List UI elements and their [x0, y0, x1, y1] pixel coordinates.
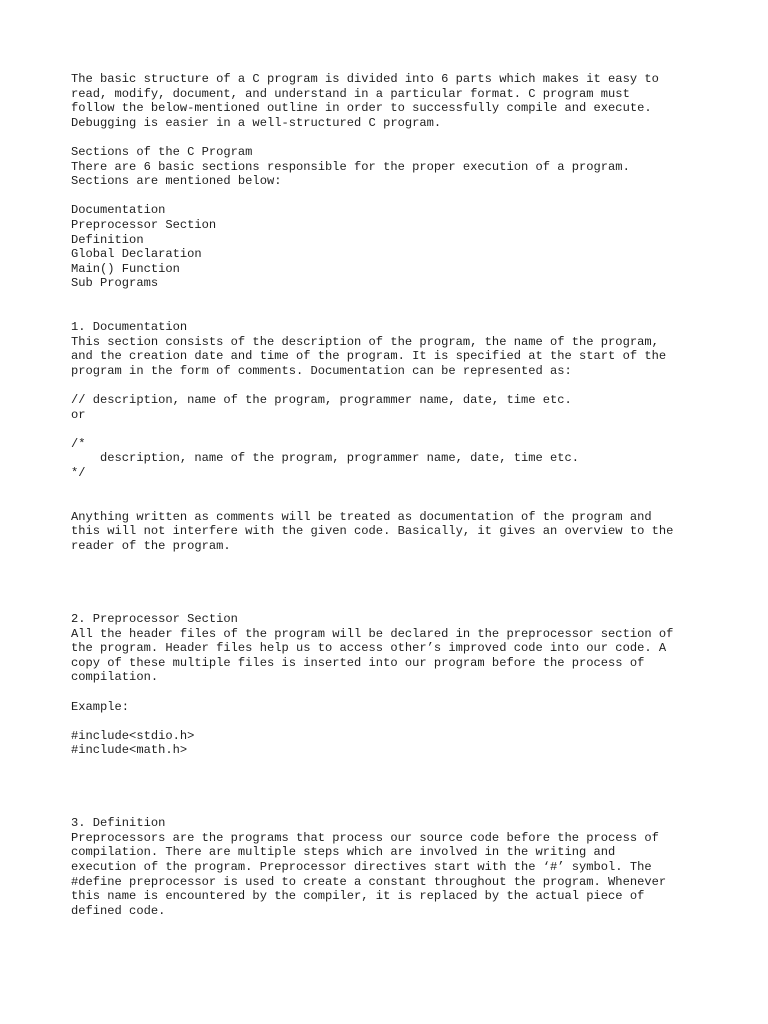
block-comment-line: */ [71, 466, 86, 481]
preprocessor-body-line: copy of these multiple files is inserted into our program before the process of [71, 655, 645, 670]
section-list-item: Preprocessor Section [71, 217, 217, 232]
spacer [71, 685, 711, 700]
documentation-note-line: Anything written as comments will be treated as documentation of the program and [71, 509, 652, 524]
intro-paragraph [71, 72, 711, 130]
example-label: Example: [71, 699, 130, 714]
definition-body-line: execution of the program. Preprocessor directives start with the ‘#’ symbol. The [71, 860, 652, 875]
block-comment-example [71, 437, 711, 481]
preprocessor-heading: 2. Preprocessor Section [71, 611, 238, 626]
preprocessor-body [71, 627, 711, 685]
spacer [71, 481, 711, 496]
documentation-body-line: This section consists of the description of the program, the name of the program, [71, 334, 659, 349]
preprocessor-body-line: the program. Header files help us to access other’s improved code into our code. A [71, 641, 667, 656]
definition-body-line: compilation. There are multiple steps which are involved in the writing and [71, 845, 616, 860]
spacer [71, 495, 711, 510]
section-list-item: Documentation [71, 203, 166, 218]
single-line-comment-example: // description, name of the program, programmer name, date, time etc. [71, 393, 572, 408]
preprocessor-body-line: All the header files of the program will be declared in the preprocessor section of [71, 626, 674, 641]
document-page [71, 72, 711, 918]
spacer [71, 306, 711, 321]
sections-heading: Sections of the C Program [71, 144, 253, 159]
spacer [71, 758, 711, 773]
spacer [71, 291, 711, 306]
documentation-note [71, 510, 711, 554]
spacer [71, 773, 711, 788]
spacer [71, 802, 711, 817]
spacer [71, 568, 711, 583]
intro-line: The basic structure of a C program is divided into 6 parts which makes it easy to [71, 72, 659, 86]
section-list-item: Main() Function [71, 261, 180, 276]
block-comment-line: description, name of the program, programmer name, date, time etc. [71, 451, 580, 466]
include-line: #include<math.h> [71, 743, 188, 758]
definition-body [71, 831, 711, 919]
definition-body-line: #define preprocessor is used to create a constant throughout the program. Whenever [71, 874, 667, 889]
spacer [71, 597, 711, 612]
spacer [71, 422, 711, 437]
definition-heading: 3. Definition [71, 816, 166, 831]
spacer [71, 378, 711, 393]
documentation-heading: 1. Documentation [71, 320, 188, 335]
spacer [71, 189, 711, 204]
spacer [71, 714, 711, 729]
block-comment-line: /* [71, 436, 86, 451]
documentation-body-line: and the creation date and time of the program. It is specified at the start of the [71, 349, 667, 364]
section-list [71, 203, 711, 291]
definition-body-line: this name is encountered by the compiler, it is replaced by the actual piece of [71, 889, 645, 904]
documentation-body [71, 335, 711, 379]
spacer [71, 554, 711, 569]
sections-intro-line: Sections are mentioned below: [71, 174, 282, 189]
spacer [71, 583, 711, 598]
sections-intro [71, 160, 711, 189]
intro-line: Debugging is easier in a well-structured C program. [71, 115, 442, 130]
include-example [71, 729, 711, 758]
include-line: #include<stdio.h> [71, 728, 195, 743]
intro-line: follow the below-mentioned outline in order to successfully compile and execute. [71, 101, 652, 116]
documentation-note-line: this will not interfere with the given code. Basically, it gives an overview to the [71, 524, 674, 539]
section-list-item: Global Declaration [71, 247, 202, 262]
section-list-item: Sub Programs [71, 276, 159, 291]
preprocessor-body-line: compilation. [71, 670, 159, 685]
definition-body-line: defined code. [71, 903, 166, 918]
spacer [71, 787, 711, 802]
sections-intro-line: There are 6 basic sections responsible for the proper execution of a program. [71, 159, 630, 174]
documentation-note-line: reader of the program. [71, 539, 231, 553]
or-text: or [71, 407, 86, 422]
intro-line: read, modify, document, and understand in a particular format. C program must [71, 86, 630, 101]
definition-body-line: Preprocessors are the programs that process our source code before the process of [71, 830, 659, 845]
documentation-body-line: program in the form of comments. Documentation can be represented as: [71, 363, 572, 378]
spacer [71, 130, 711, 145]
section-list-item: Definition [71, 232, 144, 247]
